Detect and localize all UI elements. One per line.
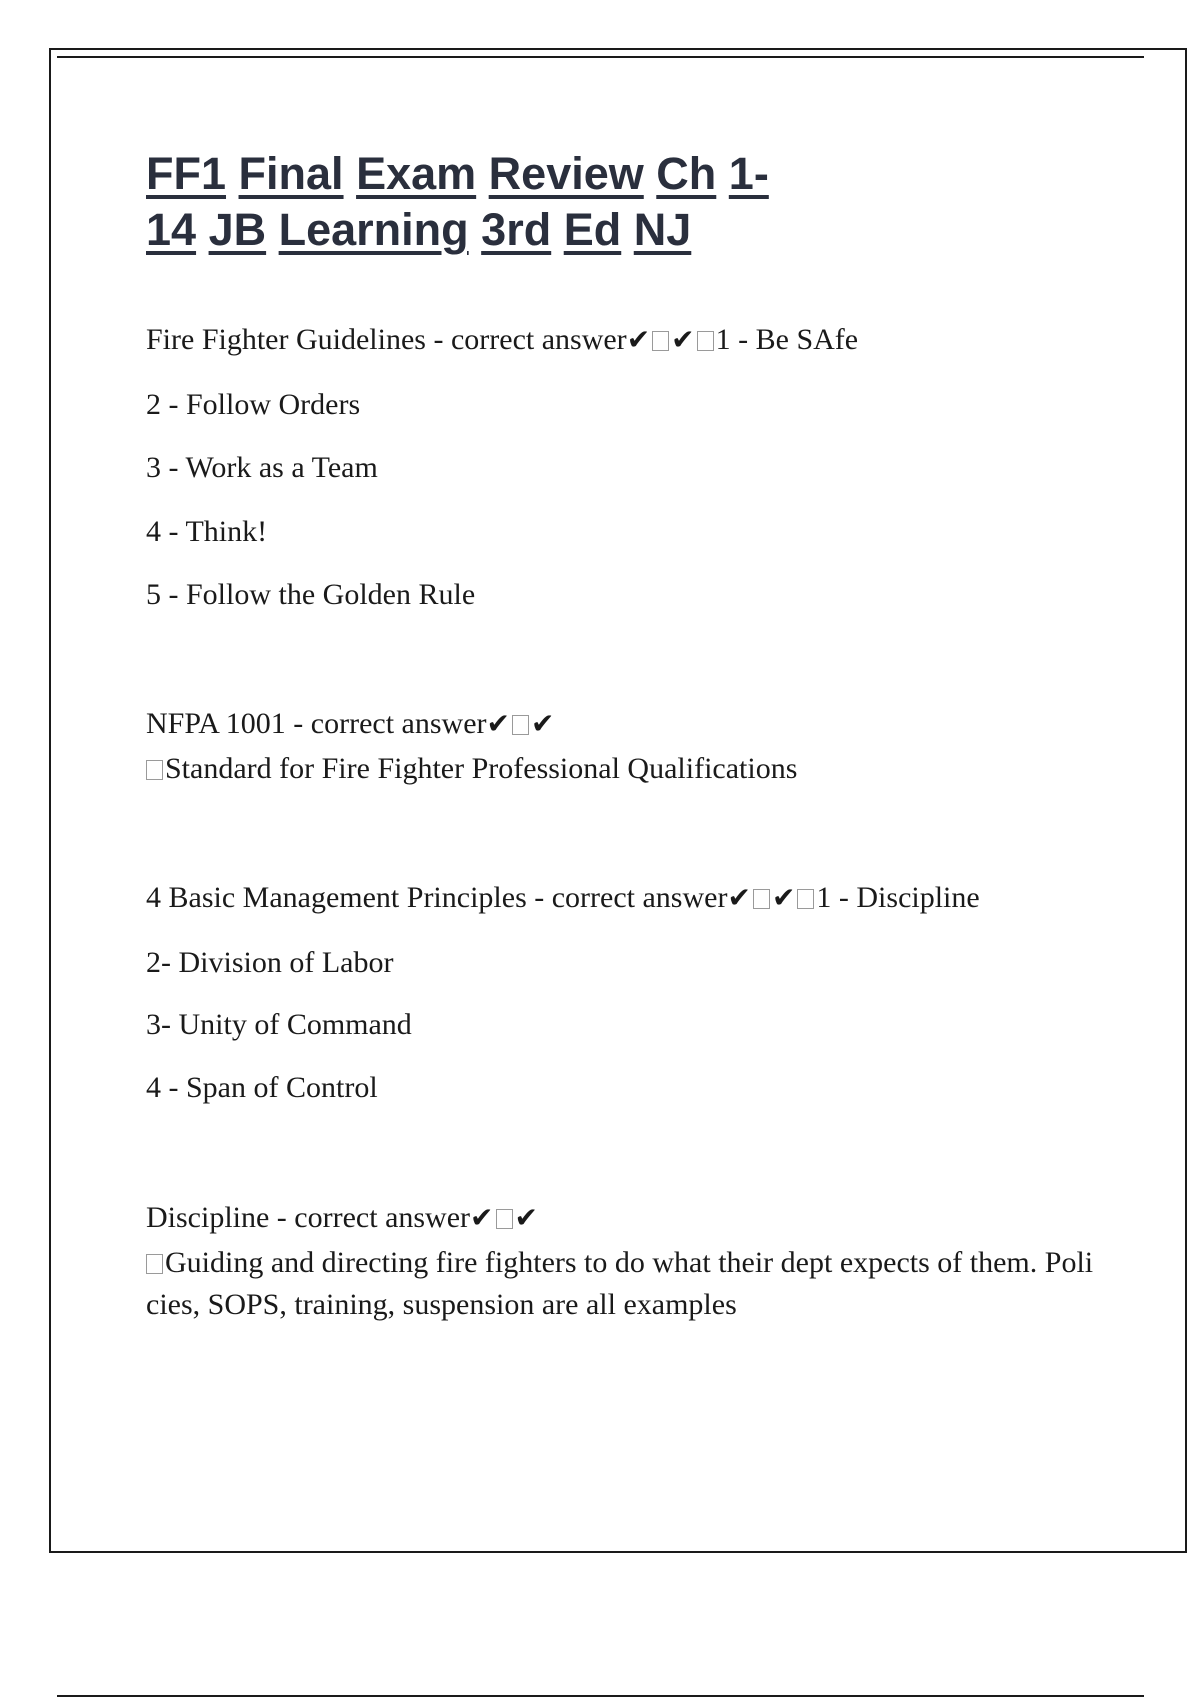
- term-text: Discipline - correct answer: [146, 1201, 471, 1234]
- answer-item: 3- Unity of Command: [146, 1008, 412, 1041]
- qa-term-line: [146, 880, 980, 916]
- title-word: 3rd: [481, 204, 552, 255]
- top-rule: [57, 56, 1144, 58]
- check-icon: ✔: [530, 707, 555, 740]
- check-icon: ✔: [626, 323, 651, 356]
- term-text: Fire Fighter Guidelines - correct answer: [146, 323, 627, 356]
- title-word: 1-: [728, 148, 769, 199]
- term-text: 4 Basic Management Principles - correct answer: [146, 881, 728, 914]
- title-word: Review: [488, 148, 644, 199]
- bottom-rule: [57, 1695, 1144, 1697]
- qa-term-line: [146, 706, 554, 742]
- title-word: NJ: [633, 204, 692, 255]
- title-word: Ch: [656, 148, 717, 199]
- check-icon: ✔: [671, 323, 695, 356]
- answer-item: 3 - Work as a Team: [146, 451, 378, 484]
- answer-text-line: [146, 751, 797, 787]
- answer-item: 4 - Think!: [146, 515, 268, 548]
- box-icon: [697, 331, 714, 351]
- box-icon: [797, 889, 814, 909]
- answer-text-line: [146, 1242, 1096, 1326]
- answer-item: 1 - Discipline: [816, 881, 980, 914]
- page-frame: [49, 48, 1187, 1553]
- box-icon: [496, 1209, 513, 1229]
- check-icon: ✔: [486, 707, 510, 740]
- answer-text: Standard for Fire Fighter Professional Qualifications: [165, 752, 798, 785]
- box-icon: [146, 760, 163, 780]
- box-icon: [146, 1254, 163, 1274]
- answer-item: 4 - Span of Control: [146, 1071, 378, 1104]
- title-word: Exam: [356, 148, 477, 199]
- check-icon: ✔: [727, 881, 751, 914]
- term-text: NFPA 1001 - correct answer: [146, 707, 487, 740]
- qa-term-line: [146, 322, 858, 358]
- qa-term-line: [146, 1200, 538, 1236]
- box-icon: [753, 889, 770, 909]
- answer-item: 1 - Be SAfe: [715, 323, 859, 356]
- title-word: FF1: [146, 148, 227, 199]
- check-icon: ✔: [470, 1201, 494, 1234]
- answer-text: Guiding and directing fire fighters to do what their dept expects of them. Policies, SOPS, training, suspension are all examples: [146, 1246, 1094, 1321]
- answer-item: 2 - Follow Orders: [146, 388, 361, 421]
- check-icon: ✔: [514, 1201, 538, 1234]
- title-word: Ed: [563, 204, 622, 255]
- answer-item: 2- Division of Labor: [146, 946, 394, 979]
- title-word: Final: [238, 148, 344, 199]
- title-word: Learning: [278, 204, 469, 255]
- title-word: 14: [146, 204, 197, 255]
- box-icon: [652, 331, 669, 351]
- answer-item: 5 - Follow the Golden Rule: [146, 578, 476, 611]
- document-title: [146, 146, 866, 258]
- box-icon: [512, 715, 529, 735]
- title-word: JB: [208, 204, 267, 255]
- check-icon: ✔: [771, 881, 796, 914]
